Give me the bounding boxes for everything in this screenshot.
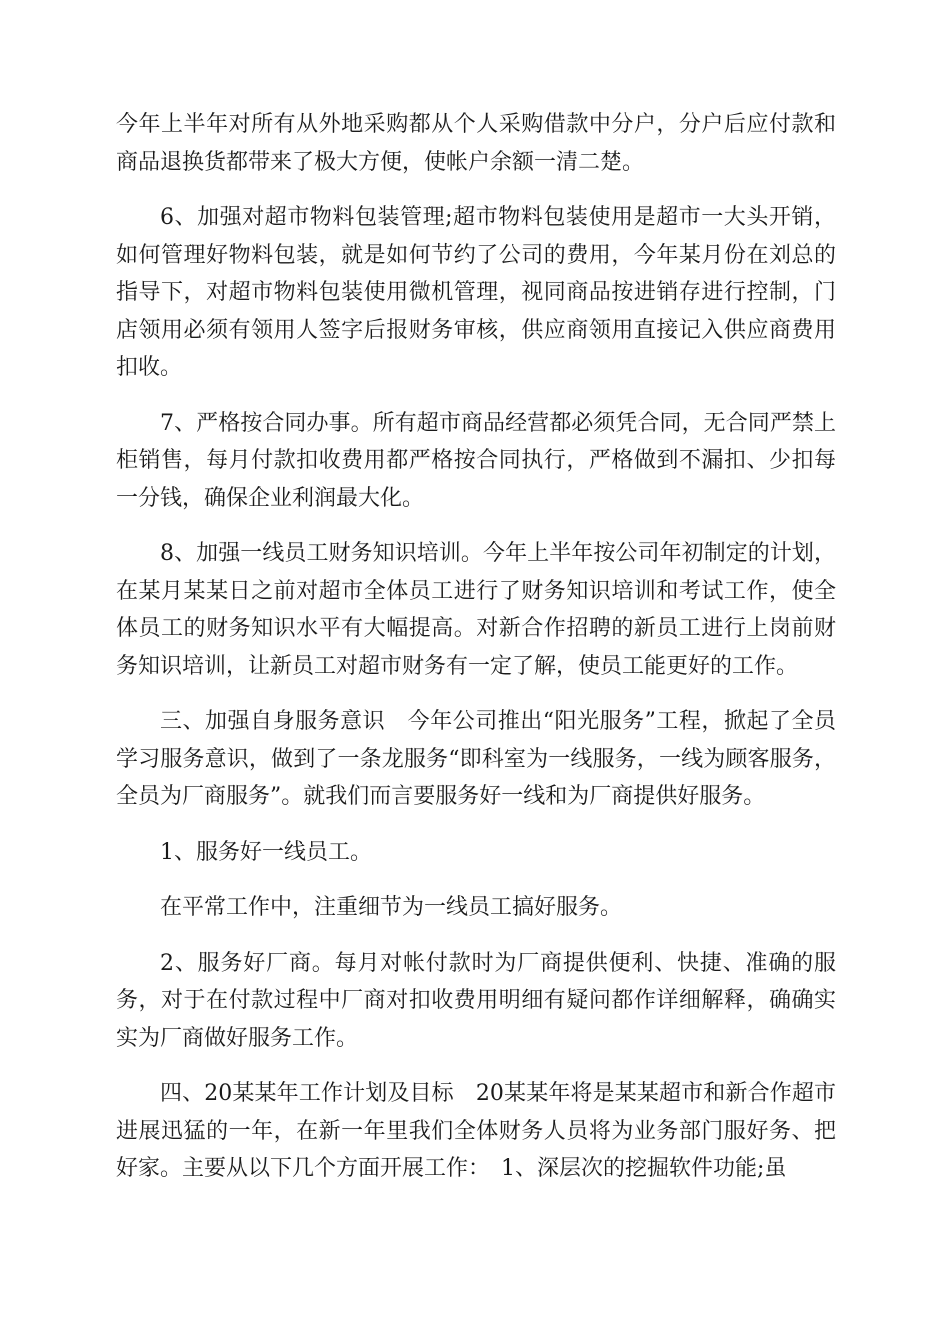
- paragraph-section-3: 三、加强自身服务意识 今年公司推出“阳光服务”工程，掀起了全员学习服务意识，做到了一条龙服务“即科室为一线服务，一线为顾客服务，全员为厂商服务”。就我们而言要服务好一线和为厂商提供好服务。: [116, 709, 836, 809]
- paragraph-item-7: 7、严格按合同办事。所有超市商品经营都必须凭合同，无合同严禁上柜销售，每月付款扣收费用都严格按合同执行，严格做到不漏扣、少扣每一分钱，确保企业利润最大化。: [116, 410, 836, 511]
- document-body: [116, 106, 836, 1206]
- paragraph-service-1: 1、服务好一线员工。: [160, 839, 372, 865]
- paragraph-section-4: 四、20某某年工作计划及目标 20某某年将是某某超市和新合作超市进展迅猛的一年，在新一年里我们全体财务人员将为业务部门服好务、把好家。主要从以下几个方面开展工作： 1、深层次的挖掘软件功能;虽: [116, 1081, 836, 1181]
- paragraph-continuation: 今年上半年对所有从外地采购都从个人采购借款中分户，分户后应付款和商品退换货都带来了极大方便，使帐户余额一清二楚。: [116, 112, 836, 175]
- paragraph-service-1-detail: 在平常工作中，注重细节为一线员工搞好服务。: [160, 895, 623, 920]
- paragraph-item-6: 6、加强对超市物料包装管理;超市物料包装使用是超市一大头开销，如何管理好物料包装，就是如何节约了公司的费用，今年某月份在刘总的指导下，对超市物料包装使用微机管理，视同商品按进销存进行控制，门店领用必须有领用人签字后报财务审核，供应商领用直接记入供应商费用扣收。: [116, 205, 836, 380]
- paragraph-item-8: 8、加强一线员工财务知识培训。今年上半年按公司年初制定的计划，在某月某某日之前对超市全体员工进行了财务知识培训和考试工作，使全体员工的财务知识水平有大幅提高。对新合作招聘的新员工进行上岗前财务知识培训，让新员工对超市财务有一定了解，使员工能更好的工作。: [116, 541, 836, 679]
- paragraph-service-2: 2、服务好厂商。每月对帐付款时为厂商提供便利、快捷、准确的服务，对于在付款过程中厂商对扣收费用明细有疑问都作详细解释，确确实实为厂商做好服务工作。: [116, 950, 836, 1051]
